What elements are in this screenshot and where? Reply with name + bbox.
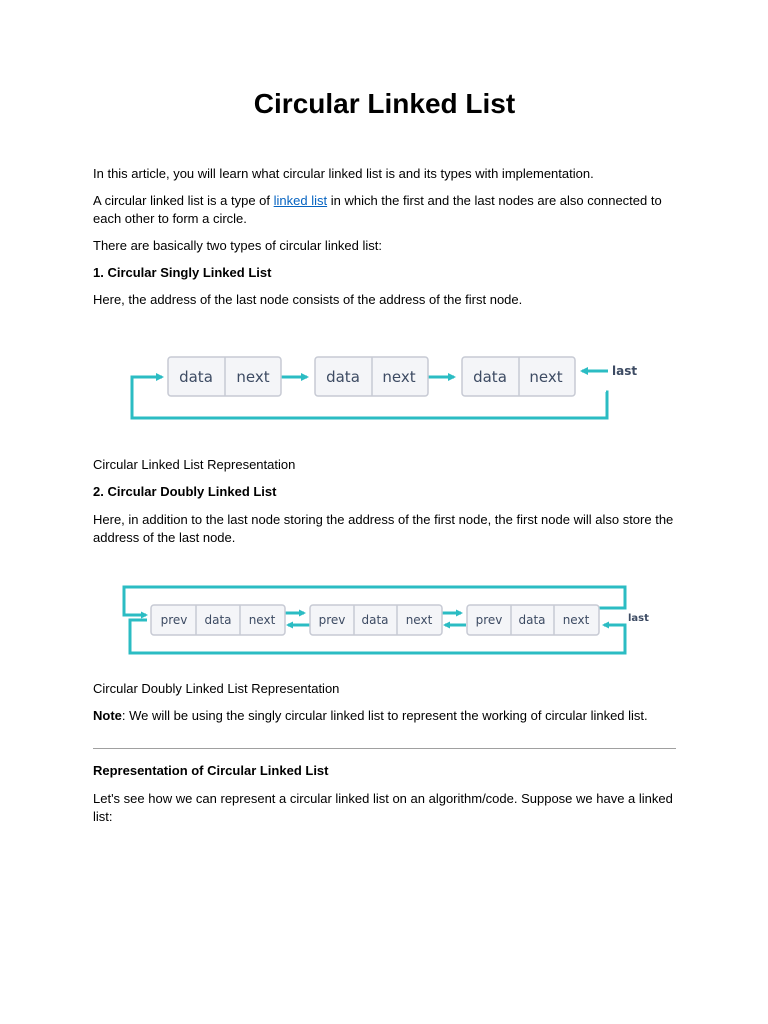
cell-next: next — [236, 368, 270, 386]
linked-list-link[interactable]: linked list — [273, 193, 328, 208]
singly-node — [462, 357, 575, 396]
cell-data: data — [518, 613, 546, 627]
cell-next: next — [562, 613, 590, 627]
cell-data: data — [361, 613, 389, 627]
cell-prev: prev — [318, 613, 346, 627]
doubly-list-diagram — [118, 580, 658, 660]
note-label: Note — [93, 708, 122, 723]
doubly-node — [467, 605, 599, 635]
cell-next: next — [405, 613, 433, 627]
cell-next: next — [529, 368, 563, 386]
cell-data: data — [326, 368, 360, 386]
intro-paragraph: In this article, you will learn what circular linked list is and its types with implementation. — [93, 166, 594, 181]
representation-heading: Representation of Circular Linked List — [93, 763, 329, 778]
cell-prev: prev — [160, 613, 188, 627]
types-intro-paragraph: There are basically two types of circular linked list: — [93, 238, 383, 253]
singly-list-diagram — [120, 350, 650, 426]
singly-node — [168, 357, 281, 396]
doubly-node — [310, 605, 442, 635]
cell-data: data — [473, 368, 507, 386]
singly-description: Here, the address of the last node consists of the address of the first node. — [93, 292, 523, 307]
page-title: Circular Linked List — [253, 88, 516, 119]
doubly-node — [151, 605, 285, 635]
cell-data: data — [204, 613, 232, 627]
horizontal-divider — [93, 748, 676, 749]
note-text: : We will be using the singly circular linked list to represent the working of circular linked list. — [121, 708, 648, 723]
doubly-caption: Circular Doubly Linked List Representation — [93, 681, 340, 696]
cell-next: next — [248, 613, 276, 627]
cell-prev: prev — [475, 613, 503, 627]
singly-last-label: last — [612, 364, 638, 378]
doubly-heading: 2. Circular Doubly Linked List — [93, 484, 277, 499]
doubly-last-label: last — [628, 613, 649, 624]
representation-paragraph: Let's see how we can represent a circular linked list on an algorithm/code. Suppose we have a linked list: — [93, 791, 673, 824]
definition-text-after: in which the first and the last nodes are also connected to each other to form a circle. — [93, 193, 662, 226]
definition-text-before: A circular linked list is a type of — [93, 193, 274, 208]
doubly-description: Here, in addition to the last node storing the address of the first node, the first node will also store the address of the last node. — [93, 512, 674, 545]
cell-next: next — [382, 368, 416, 386]
cell-data: data — [179, 368, 213, 386]
note-paragraph — [93, 707, 676, 725]
definition-paragraph — [93, 192, 676, 228]
singly-node — [315, 357, 428, 396]
singly-caption: Circular Linked List Representation — [93, 457, 296, 472]
singly-heading: 1. Circular Singly Linked List — [93, 265, 272, 280]
